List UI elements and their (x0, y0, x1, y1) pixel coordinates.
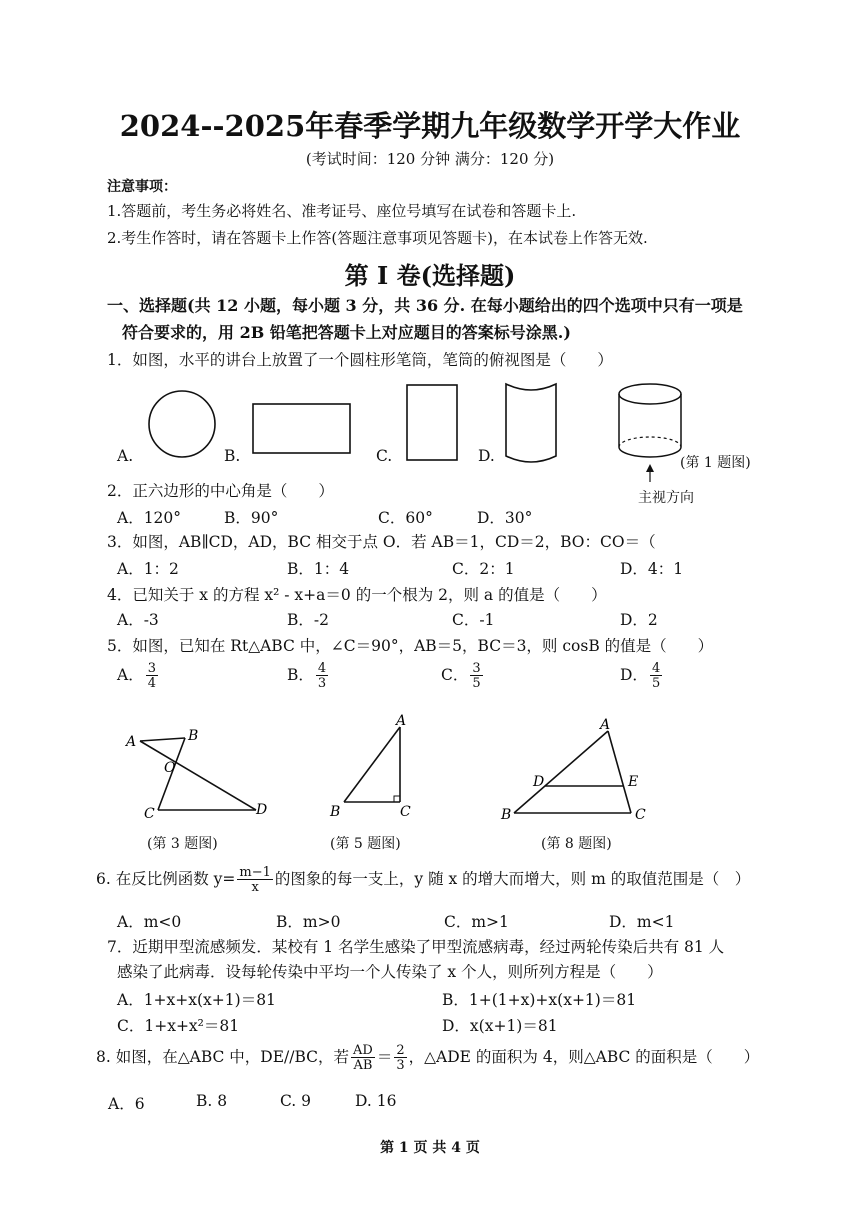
question-2-stem: 2．正六边形的中心角是（ ） (107, 482, 334, 500)
q5-option-a: A． $\frac{3}{4}$ (117, 661, 156, 691)
q8-option-b: B. 8 (196, 1092, 228, 1110)
q6-option-a: A．m<0 (117, 913, 182, 931)
option-c-rectangle-shape (407, 385, 457, 460)
section-intro-line1: 一、选择题(共 12 小题，每小题 3 分，共 36 分. 在每小题给出的四个选项中只有一项是 (107, 296, 743, 315)
figure-3-caption: (第 3 题图) (147, 836, 218, 852)
right-angle-mark (394, 796, 400, 802)
q7-option-a: A．1+x+x(x+1)＝81 (117, 991, 276, 1009)
page-title: 2024--2025年春季学期九年级数学开学大作业 (119, 109, 741, 143)
fig5-label-a: A (396, 713, 407, 729)
cylinder-pen-holder-figure (619, 384, 681, 482)
fig3-label-o: O (164, 760, 176, 776)
question-7-stem-line2: 感染了此病毒．设每轮传染中平均一个人传染了 x 个人，则所列方程是（ ） (117, 963, 663, 981)
fig3-label-d: D (256, 802, 268, 818)
q2-option-c: C．60° (378, 509, 433, 527)
figure-1-caption: (第 1 题图) (680, 455, 751, 471)
figure-3-diagram (140, 738, 256, 810)
q8-option-a: A．6 (108, 1095, 145, 1113)
exam-info: (考试时间：120 分钟 满分：120 分) (305, 150, 555, 168)
q5-option-d: D． $\frac{4}{5}$ (620, 661, 661, 691)
q4-option-d: D．2 (620, 611, 658, 629)
fig3-label-b: B (188, 728, 199, 744)
option-d-cylinder-side-shape (506, 384, 556, 462)
segment-ab (514, 731, 608, 813)
q4-option-a: A．-3 (117, 611, 159, 629)
fig3-label-a: A (126, 734, 137, 750)
q2-option-b: B．90° (224, 509, 279, 527)
fig5-label-b: B (330, 804, 341, 820)
q4-option-b: B．-2 (287, 611, 329, 629)
option-c-label: C. (376, 447, 393, 465)
figure-8-caption: (第 8 题图) (541, 836, 612, 852)
fig8-label-b: B (501, 807, 512, 823)
q3-option-a: A．1：2 (117, 560, 179, 578)
question-1-stem: 1．如图，水平的讲台上放置了一个圆柱形笔筒，笔筒的俯视图是（ ） (107, 351, 613, 369)
segment-ac (608, 731, 631, 813)
q2-option-a: A．120° (117, 509, 182, 527)
q6-option-b: B．m>0 (276, 913, 341, 931)
figure-5-caption: (第 5 题图) (330, 836, 401, 852)
q7-option-d: D．x(x+1)＝81 (442, 1017, 558, 1035)
segment-ad (140, 741, 256, 810)
fig8-label-d: D (533, 774, 545, 790)
note-item-2: 2.考生作答时，请在答题卡上作答(答题注意事项见答题卡)，在本试卷上作答无效. (107, 229, 648, 247)
option-b-label: B. (224, 447, 241, 465)
fig5-label-c: C (400, 804, 411, 820)
question-4-stem: 4．已知关于 x 的方程 x² - x+a＝0 的一个根为 2，则 a 的值是（ ） (107, 586, 607, 604)
option-b-rectangle-shape (253, 404, 350, 453)
q5-option-c: C． $\frac{3}{5}$ (441, 661, 481, 691)
question-5-stem: 5．如图，已知在 Rt△ABC 中，∠C＝90°，AB＝5，BC＝3，则 cosB 的值是（ ） (107, 637, 714, 655)
page-footer: 第 1 页 共 4 页 (380, 1140, 480, 1156)
question-6-stem: 6. 在反比例函数 y= $\frac{m-1}{x}$ 的图象的每一支上，y 随 x 的增大而增大，则 m 的取值范围是（ ） (96, 865, 751, 895)
q6-option-c: C．m>1 (444, 913, 509, 931)
q8-option-c: C. 9 (280, 1092, 312, 1110)
segment-ab (344, 727, 400, 802)
q3-option-d: D．4：1 (620, 560, 684, 578)
option-a-label: A. (117, 447, 134, 465)
note-item-1: 1.答题前，考生务必将姓名、准考证号、座位号填写在试卷和答题卡上. (107, 202, 577, 220)
q3-option-c: C．2：1 (452, 560, 515, 578)
fig8-label-a: A (600, 717, 611, 733)
q7-option-c: C．1+x+x²＝81 (117, 1017, 240, 1035)
section-intro-line2: 符合要求的，用 2B 铅笔把答题卡上对应题目的答案标号涂黑.) (122, 323, 571, 342)
question-8-stem: 8. 如图，在△ABC 中，DE//BC，若 $\frac{AD}{AB}$ ＝ $\frac{2}{3}$ ，△ADE 的面积为 4，则△ABC 的面积是（ ） (96, 1043, 760, 1073)
notes-heading: 注意事项： (107, 179, 177, 195)
fig8-label-e: E (628, 774, 639, 790)
q3-option-b: B．1：4 (287, 560, 350, 578)
fig8-label-c: C (635, 807, 646, 823)
figures-row (100, 710, 700, 830)
option-a-circle-shape (149, 391, 215, 457)
question-7-stem-line1: 7．近期甲型流感频发．某校有 1 名学生感染了甲型流感病毒，经过两轮传染后共有 81 人 (107, 938, 725, 956)
view-direction-label: 主视方向 (638, 490, 694, 506)
q7-option-b: B．1+(1+x)+x(x+1)＝81 (442, 991, 637, 1009)
option-d-label: D. (478, 447, 495, 465)
segment-ab (140, 738, 185, 741)
q5-option-b: B． $\frac{4}{3}$ (287, 661, 327, 691)
q6-option-d: D．m<1 (609, 913, 675, 931)
fig3-label-c: C (144, 806, 155, 822)
question-3-stem: 3．如图，AB∥CD，AD，BC 相交于点 O．若 AB＝1，CD＝2，BO：CO＝（ (107, 533, 656, 551)
q2-option-d: D．30° (477, 509, 533, 527)
q8-option-d: D. 16 (355, 1092, 397, 1110)
q4-option-c: C．-1 (452, 611, 495, 629)
section-title: 第 I 卷(选择题) (344, 261, 516, 290)
figure-5-diagram (344, 727, 400, 802)
figure-8-diagram (514, 731, 631, 813)
